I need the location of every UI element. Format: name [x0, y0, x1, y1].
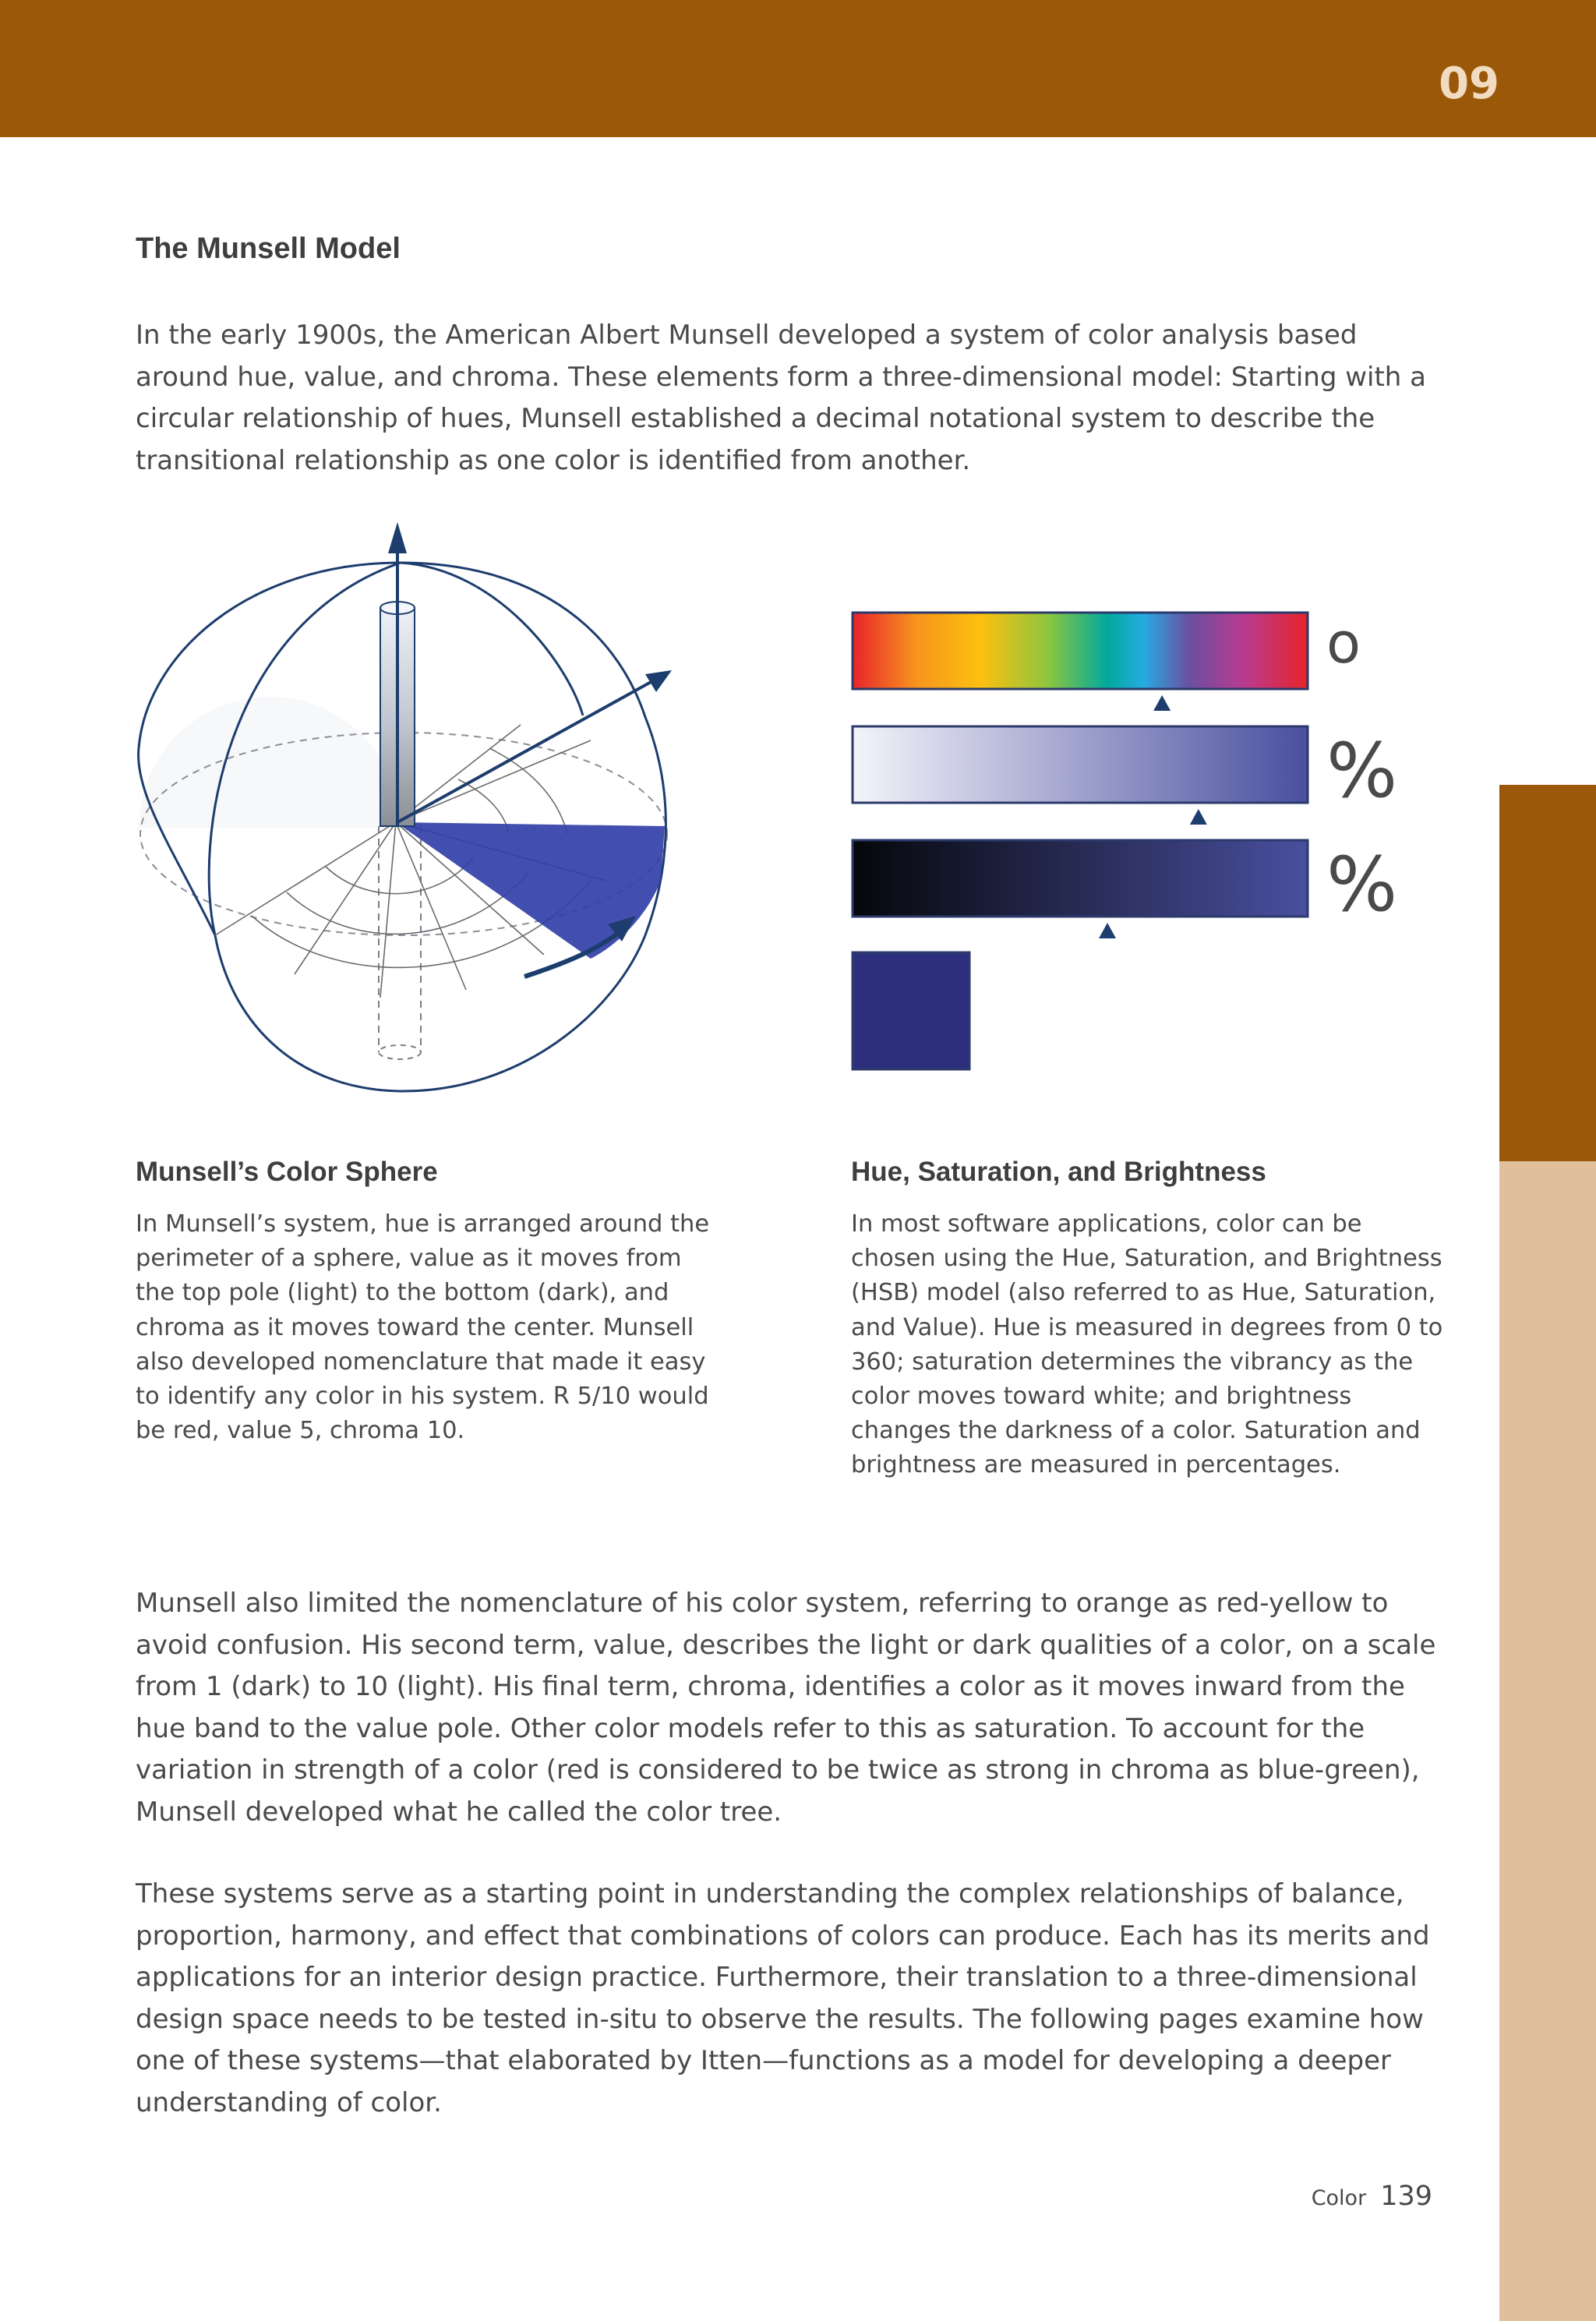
pole-dash-bottom: [379, 1045, 421, 1059]
page-footer: [1312, 2181, 1432, 2212]
chroma-axis: [397, 677, 661, 822]
footer-section-label: Color: [1311, 2186, 1367, 2210]
value-axis-arrowhead: [388, 522, 407, 553]
saturation-bar: [853, 726, 1308, 803]
body-paragraph: Munsell also limited the nomenclature of his color system, referring to orange as red-yellow to avoid confusion. His second term, value, describes the light or dark qualities of a color, on a scale from 1 (dark) to 10 (light). His final term, chroma, identifies a color as it moves inward from the hue band to the value pole. Other color models refer to this as saturation. To account for the variation in strength of a color (red is considered to be twice as strong in chroma as blue-green), Munsell developed what he called the color tree.: [136, 1588, 1436, 1828]
color-swatch: [853, 952, 969, 1069]
page-number: 139: [1380, 2181, 1432, 2212]
intro-paragraph: In the early 1900s, the American Albert Munsell developed a system of color analysis based around hue, value, and chroma. These elements form a three-dimensional model: Starting with a circular relationship of hues, Munsell established a decimal notational system to describe the transitional relationship as one color is identified from another.: [136, 320, 1426, 476]
meridian-arc-right: [401, 563, 583, 715]
caption-hsb-text: In most software applications, color can be chosen using the Hue, Saturation, and Brightness (HSB) model (also referred to as Hue, Saturation, and Value). Hue is measured in degrees from 0 to 360; saturation determines the vibrancy as the color moves toward white; and brightness changes the darkness of a color. Saturation and brightness are measured in percentages.: [851, 1210, 1443, 1479]
brightness-unit-label: %: [1326, 841, 1398, 928]
side-tab: [1499, 785, 1596, 1161]
caption-hsb-title: Hue, Saturation, and Brightness: [851, 1157, 1266, 1187]
section-title: The Munsell Model: [136, 232, 401, 265]
hue-marker: [1153, 695, 1171, 711]
body-paragraph: These systems serve as a starting point in understanding the complex relationships of balance, proportion, harmony, and effect that combinations of colors can produce. Each has its merits and applications for an interior design practice. Furthermore, their translation to a three-dimensional design space needs to be tested in-situ to observe the results. The following pages examine how one of these systems—that elaborated by Itten—functions as a model for developing a deeper understanding of color.: [136, 1878, 1430, 2118]
caption-sphere-title: Munsell’s Color Sphere: [136, 1157, 438, 1187]
hue-bar: [853, 613, 1308, 689]
hue-wedge: [396, 822, 665, 959]
sphere-back-shade: [139, 697, 401, 828]
munsell-sphere-figure: [131, 514, 692, 1107]
caption-sphere-text: In Munsell’s system, hue is arranged around the perimeter of a sphere, value as it moves from the top pole (light) to the bottom (dark), and chroma as it moves toward the center. Munsell also developed nomenclature that made it easy to identify any color in his system. R 5/10 would be red, value 5, chroma 10.: [136, 1210, 710, 1445]
saturation-unit-label: %: [1326, 727, 1398, 814]
header-band: [0, 0, 1596, 137]
hue-unit-label: o: [1326, 610, 1361, 676]
brightness-marker: [1099, 923, 1116, 938]
brightness-bar: [853, 840, 1308, 917]
saturation-marker: [1190, 809, 1207, 825]
hsb-figure: [842, 592, 1418, 1076]
chapter-number: 09: [1439, 58, 1499, 109]
side-band: [1499, 1161, 1596, 2321]
